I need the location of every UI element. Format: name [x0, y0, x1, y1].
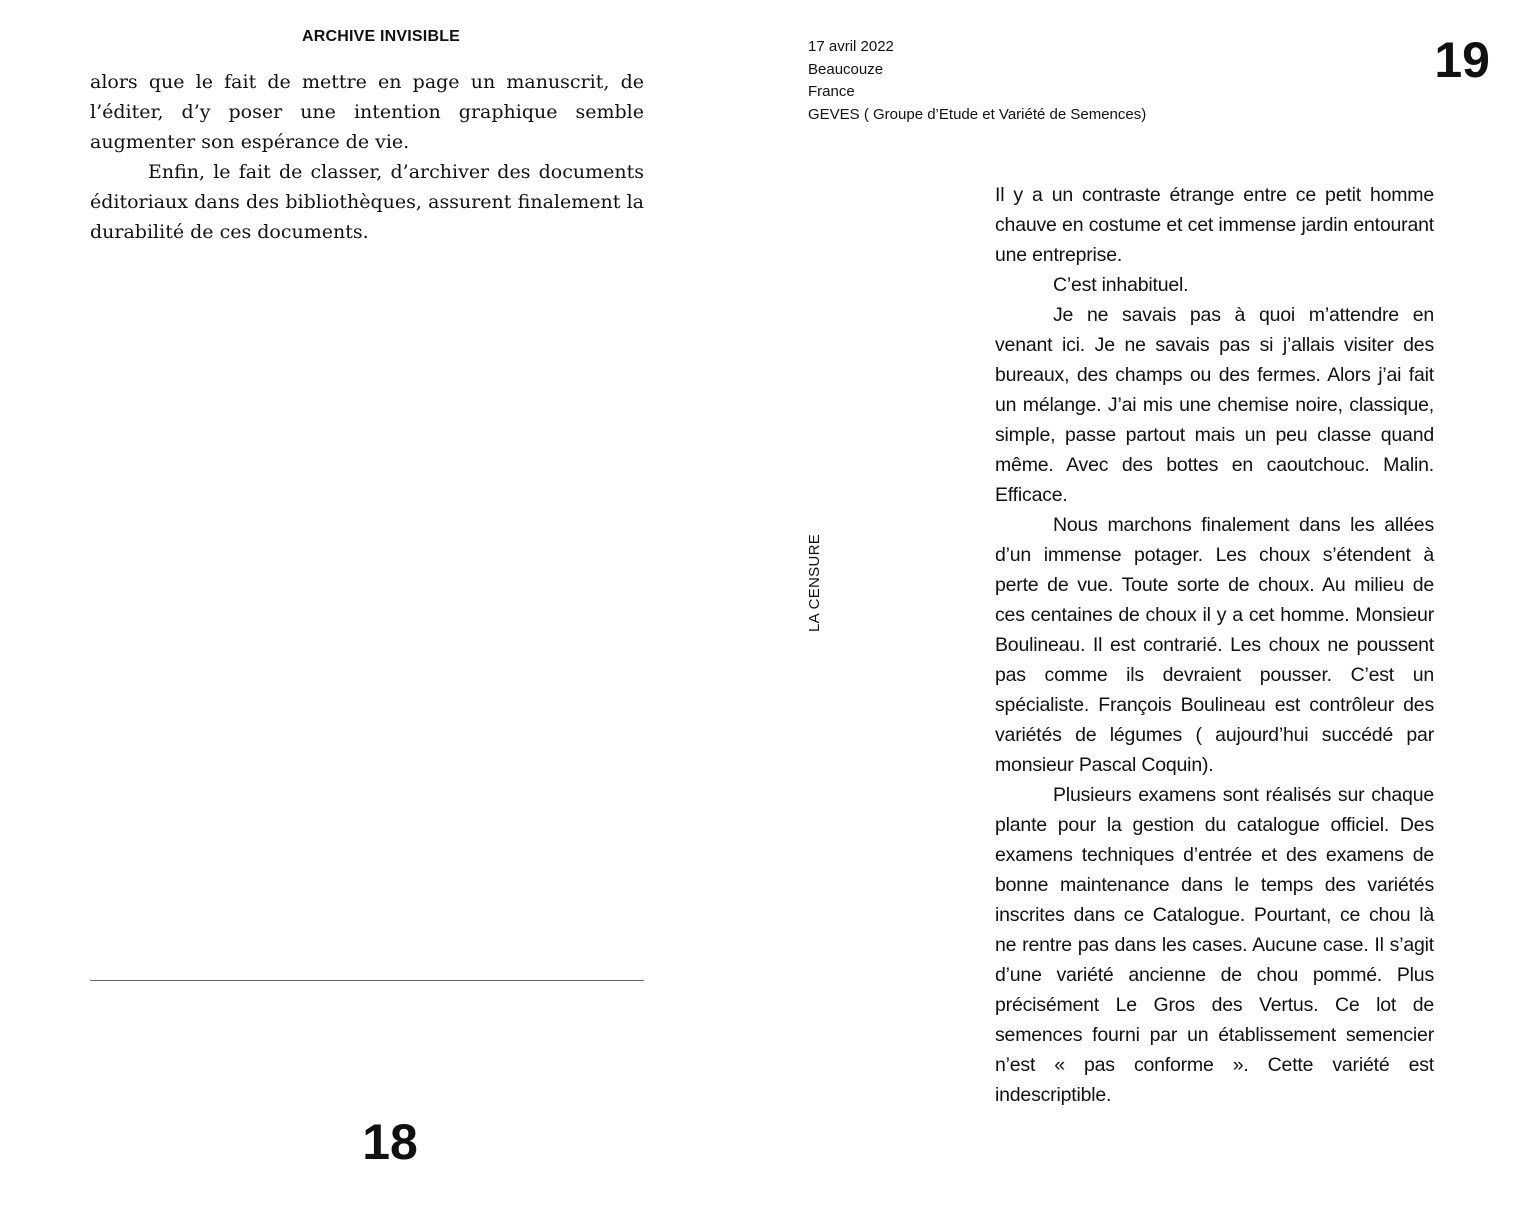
paragraph: Plusieurs examens sont réalisés sur chaque plante pour la gestion du catalogue officiel. Des examens techniques d’entrée et des examens de bonne maintenance dans le temps des variétés inscrites dans ce Catalogue. Pourtant, ce chou là ne rentre pas dans les cases. Aucune case. Il s’agit d’une variété ancienne de chou pommé. Plus précisément Le Gros des Vertus. Ce lot de semences fourni par un établissement semencier n’est « pas conforme ». Cette variété est indescriptible.: [995, 784, 1434, 1106]
entry-date: 17 avril 2022: [808, 38, 894, 55]
entry-place: Beaucouze: [808, 60, 884, 78]
paragraph: Je ne savais pas à quoi m’attendre en venant ici. Je ne savais pas si j’allais visiter des bureaux, des champs ou des fermes. Alors j’ai fait un mélange. J’ai mis une chemise noire, classique, simple, passe partout mais un peu classe quand même. Avec des bottes en caoutchouc. Malin. Efficace.: [995, 304, 1434, 506]
right-body-text: [995, 180, 1434, 1110]
paragraph: Il y a un contraste étrange entre ce petit homme chauve en costume et cet immense jardin entourant une entreprise.: [995, 184, 1434, 266]
paragraph: C’est inhabituel.: [1053, 274, 1189, 296]
entry-country: France: [808, 83, 855, 100]
running-head: ARCHIVE INVISIBLE: [301, 28, 461, 45]
page-number-right: 19: [1434, 32, 1490, 88]
paragraph: Enfin, le fait de classer, d’archiver des documents éditoriaux dans des bibliothèques, assurent finalement la durabilité de ces documents.: [90, 161, 644, 243]
entry-metadata: [808, 36, 1146, 126]
paragraph: Nous marchons finalement dans les allées d’un immense potager. Les choux s’étendent à perte de vue. Toute sorte de choux. Au milieu de ces centaines de choux il y a cet homme. Monsieur Boulineau. Il est contrarié. Les choux ne poussent pas comme ils devraient pousser. C’est un spécialiste. François Boulineau est contrôleur des variétés de légumes ( aujourd’hui succédé par monsieur Pascal Coquin).: [995, 514, 1434, 776]
section-label: LA CENSURE: [806, 533, 823, 632]
page-number-left: 18: [362, 1114, 418, 1170]
entry-organization: GEVES ( Groupe d’Etude et Variété de Semences): [808, 105, 1147, 123]
left-body-text: [90, 67, 644, 247]
footnote-rule: [90, 980, 644, 981]
paragraph: alors que le fait de mettre en page un manuscrit, de l’éditer, d’y poser une intention graphique semble augmenter son espérance de vie.: [90, 71, 644, 153]
